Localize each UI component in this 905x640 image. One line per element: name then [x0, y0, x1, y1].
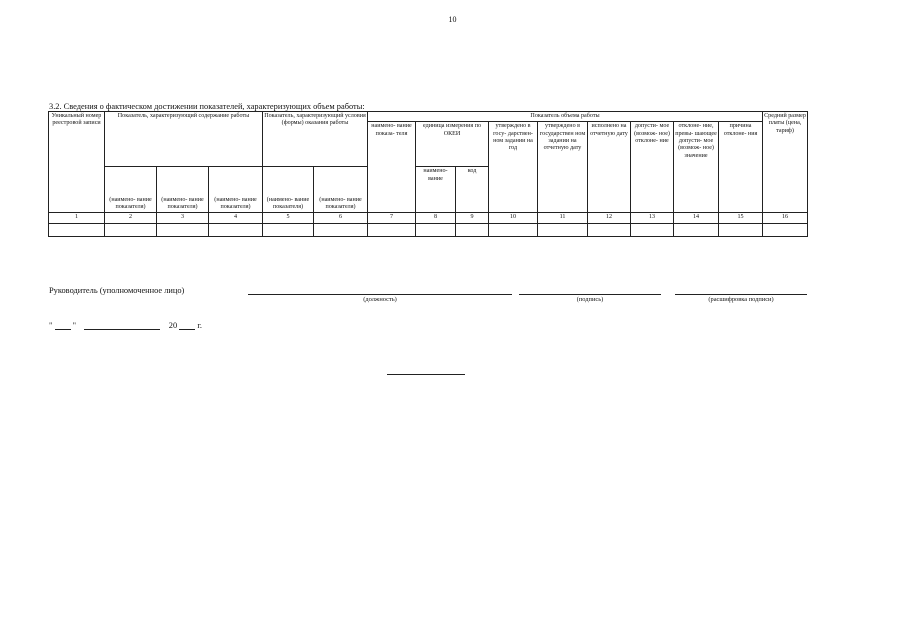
column-number: 6	[314, 213, 368, 224]
header-approved-year: утверждено в госу- дарствен- ном задании на год	[489, 122, 538, 213]
sub-header-name: (наимено- вание показателя)	[157, 167, 209, 213]
signature-label: Руководитель (уполномоченное лицо)	[49, 286, 185, 295]
section-title: 3.2. Сведения о фактическом достижении показателей, характеризующих объем работы:	[49, 102, 365, 111]
column-number: 14	[674, 213, 719, 224]
data-cell	[416, 224, 456, 237]
header-approved-date: утверждено в государствен ном задании на отчетную дату	[538, 122, 588, 213]
header-volume-indicator: Показатель объема работы	[368, 112, 763, 122]
decoding-line	[675, 294, 807, 295]
data-row	[49, 224, 808, 237]
date-line	[49, 320, 202, 330]
column-number: 7	[368, 213, 416, 224]
header-unit-okei: единица измерения по ОКЕИ	[416, 122, 489, 167]
date-quote-close: "	[72, 321, 77, 330]
data-cell	[263, 224, 314, 237]
header-content-indicator: Показатель, характеризующий содержание работы	[105, 112, 263, 167]
column-number: 5	[263, 213, 314, 224]
signature-line	[519, 294, 661, 295]
page-number: 10	[448, 15, 457, 24]
position-caption: (должность)	[363, 296, 397, 303]
position-line	[248, 294, 512, 295]
column-number-row	[49, 213, 808, 224]
column-number: 9	[456, 213, 489, 224]
header-conditions-indicator: Показатель, характеризующий условия (формы) оказания работы	[263, 112, 368, 167]
column-number: 2	[105, 213, 157, 224]
month-blank	[84, 320, 160, 330]
data-cell	[588, 224, 631, 237]
column-number: 13	[631, 213, 674, 224]
column-number: 16	[763, 213, 808, 224]
work-volume-table	[48, 111, 808, 237]
data-cell	[674, 224, 719, 237]
sub-header-name: (наимено- вание показателя)	[105, 167, 157, 213]
data-cell	[49, 224, 105, 237]
year-blank	[179, 320, 195, 330]
signature-caption: (подпись)	[576, 296, 604, 303]
data-cell	[631, 224, 674, 237]
data-cell	[763, 224, 808, 237]
column-number: 3	[157, 213, 209, 224]
header-unit-code: код	[456, 167, 489, 213]
date-quote-open: "	[49, 321, 53, 330]
data-cell	[719, 224, 763, 237]
day-blank	[55, 320, 71, 330]
column-number: 8	[416, 213, 456, 224]
data-cell	[489, 224, 538, 237]
header-unique-number: Уникальный номер реестровой записи	[49, 112, 105, 213]
data-cell	[456, 224, 489, 237]
column-number: 10	[489, 213, 538, 224]
header-fulfilled: исполнено на отчетную дату	[588, 122, 631, 213]
header-unit-name: наимено- вание	[416, 167, 456, 213]
column-number: 15	[719, 213, 763, 224]
bottom-rule	[387, 374, 465, 375]
year-suffix: г.	[197, 321, 202, 330]
header-indicator-name: наимено- вание показа- теля	[368, 122, 416, 213]
sub-header-name: (наимено- вание показателя)	[314, 167, 368, 213]
data-cell	[368, 224, 416, 237]
header-deviation-reason: причина отклоне- ния	[719, 122, 763, 213]
column-number: 12	[588, 213, 631, 224]
data-cell	[314, 224, 368, 237]
sub-header-name: (наимено- вание показателя)	[209, 167, 263, 213]
data-cell	[538, 224, 588, 237]
decoding-caption: (расшифровка подписи)	[708, 296, 774, 303]
header-excess-deviation: отклоне- ние, превы- шающее допусти- мое (возмож- ное) значение	[674, 122, 719, 213]
header-avg-fee: Средний размер платы (цена, тариф)	[763, 112, 808, 213]
column-number: 11	[538, 213, 588, 224]
data-cell	[105, 224, 157, 237]
data-cell	[157, 224, 209, 237]
data-cell	[209, 224, 263, 237]
sub-header-name: (наимено- вание показателя)	[263, 167, 314, 213]
column-number: 1	[49, 213, 105, 224]
year-prefix: 20	[168, 321, 178, 330]
column-number: 4	[209, 213, 263, 224]
header-allowed-deviation: допусти- мое (возмож- ное) отклоне- ние	[631, 122, 674, 213]
